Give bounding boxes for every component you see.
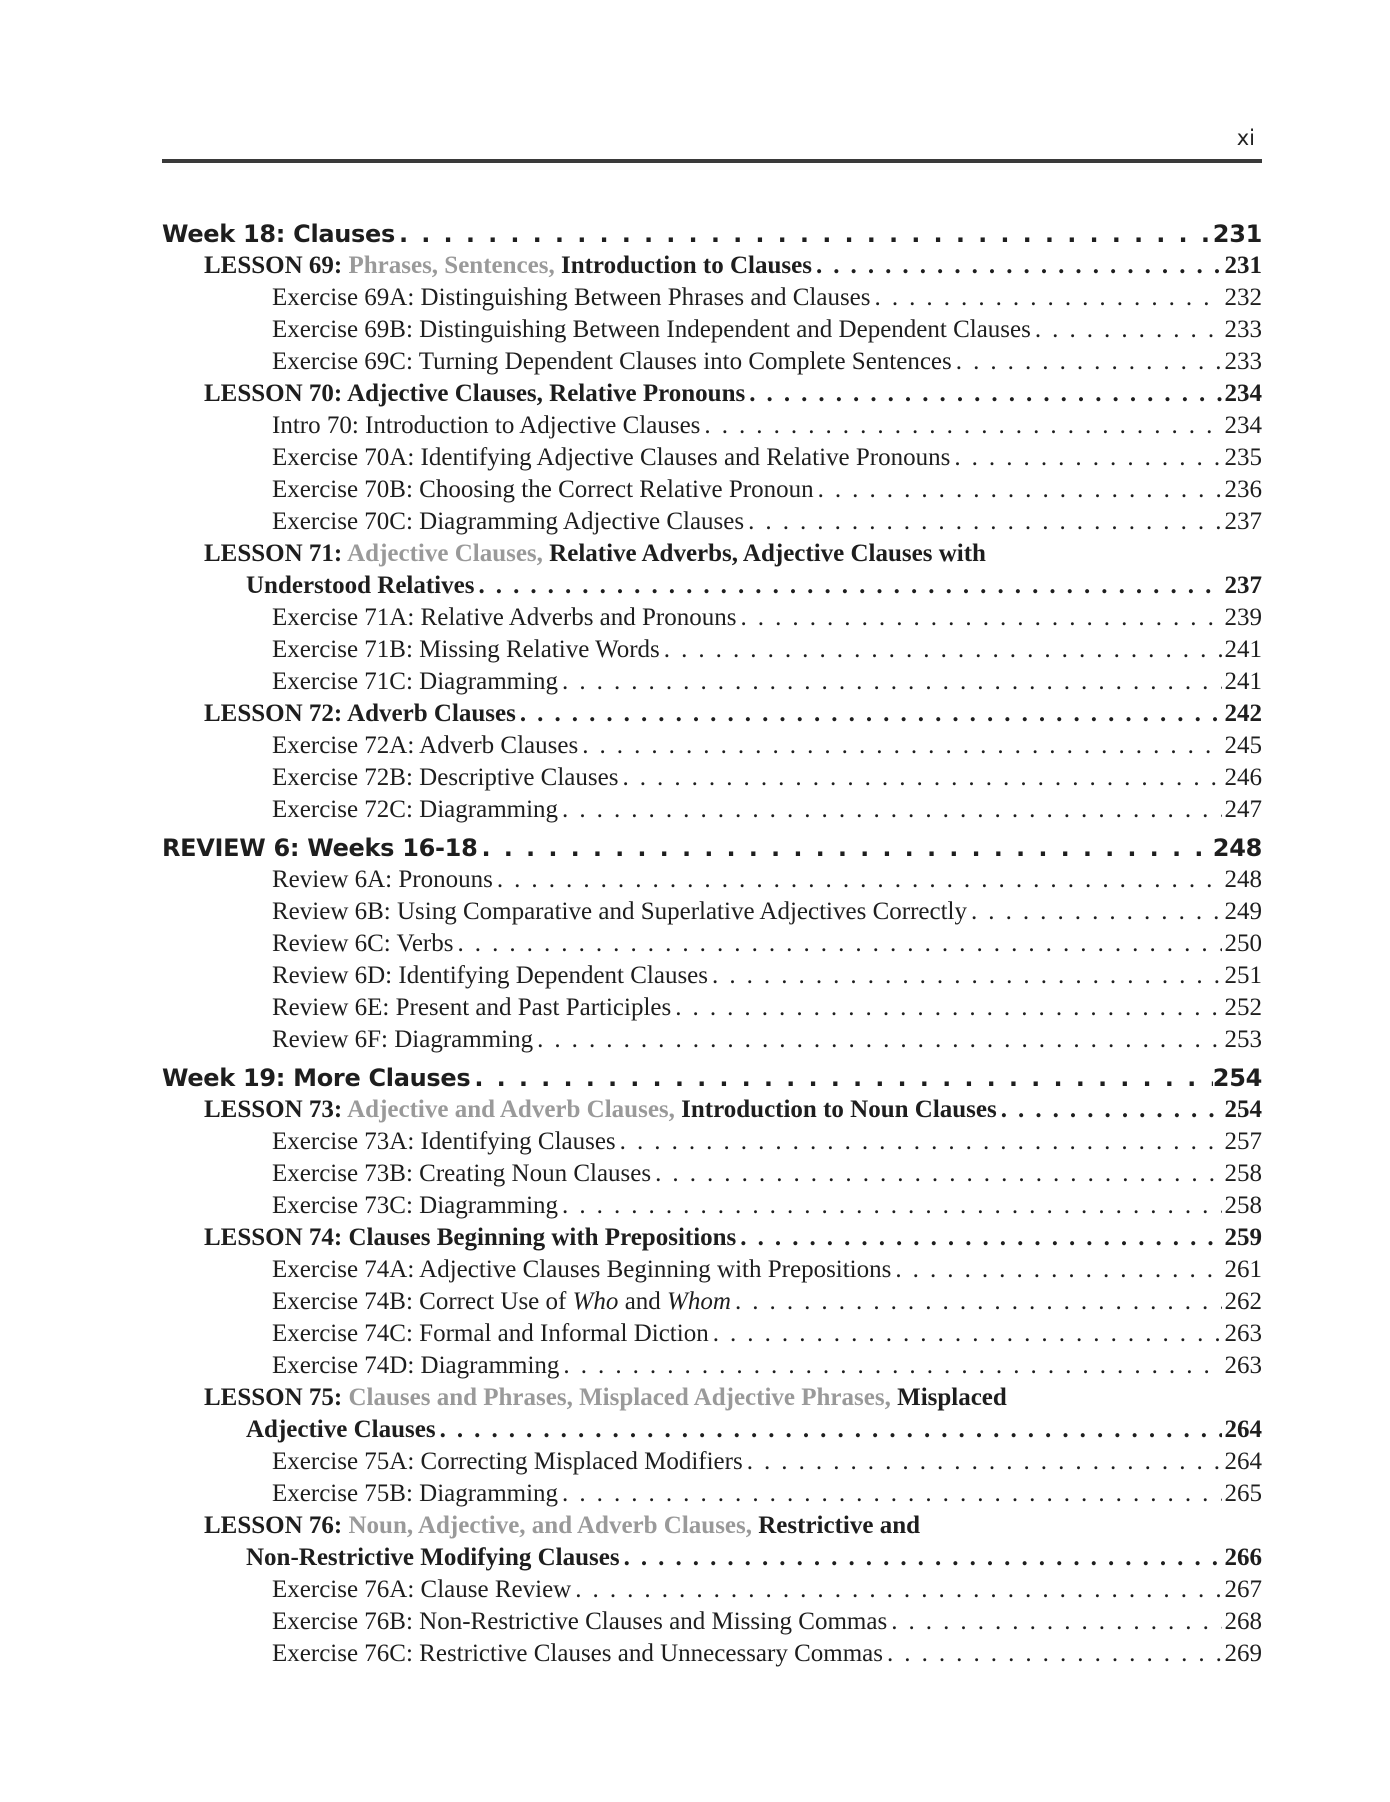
dot-leader	[651, 1160, 1222, 1188]
toc-title-part: Exercise 75B: Diagramming	[272, 1480, 559, 1507]
toc-page-number: 250	[1224, 930, 1262, 957]
toc-page-number: 265	[1224, 1480, 1262, 1507]
toc-title-part: Exercise 71C: Diagramming	[272, 668, 559, 695]
toc-title-part: Exercise 76B: Non-Restrictive Clauses and Missing Commas	[272, 1608, 888, 1635]
toc-entry-title	[246, 1416, 436, 1444]
toc-page-number: 247	[1224, 796, 1262, 823]
dot-leader	[700, 412, 1222, 440]
toc-title-part: Misplaced	[897, 1384, 1007, 1411]
toc-title-part: LESSON 73:	[204, 1096, 348, 1123]
toc-title-part: Exercise 69A: Distinguishing Between Phrases and Clauses	[272, 284, 871, 311]
toc-entry-title	[272, 1288, 731, 1316]
toc-ex-entry	[162, 1640, 1262, 1672]
toc-entry-title	[272, 316, 1031, 344]
toc-page-number: 261	[1224, 1256, 1262, 1283]
toc-lesson-entry	[162, 1512, 1262, 1544]
toc-ex-entry	[162, 796, 1262, 828]
toc-page-number: 241	[1224, 636, 1262, 663]
toc-page-number: 264	[1224, 1416, 1262, 1443]
toc-title-part: Relative Adverbs, Adjective Clauses with	[549, 540, 986, 567]
toc-review-topic: Phrases, Sentences,	[348, 252, 561, 279]
toc-title-part: Whom	[667, 1288, 731, 1315]
toc-ex-entry	[162, 604, 1262, 636]
toc-title-part: Exercise 72B: Descriptive Clauses	[272, 764, 619, 791]
toc-entry-title	[272, 1320, 709, 1348]
dot-leader	[744, 508, 1222, 536]
dot-leader	[891, 1256, 1222, 1284]
toc-ex-entry	[162, 1608, 1262, 1640]
page-number: xi	[1236, 126, 1255, 150]
toc-title-part: Exercise 72C: Diagramming	[272, 796, 559, 823]
toc-cont-entry	[162, 1416, 1262, 1448]
dot-leader	[558, 668, 1222, 696]
toc-page-number: 259	[1224, 1224, 1262, 1251]
toc-ex-entry	[162, 866, 1262, 898]
toc-ex-entry	[162, 1128, 1262, 1160]
toc-title-part: LESSON 76:	[204, 1512, 349, 1539]
dot-leader	[814, 476, 1222, 504]
toc-entry-title	[272, 732, 578, 760]
toc-entry-title	[272, 604, 737, 632]
toc-cont-entry	[162, 1544, 1262, 1576]
toc-page-number: 245	[1224, 732, 1262, 759]
toc-title-part: Introduction to Clauses	[560, 252, 812, 279]
toc-title-part: Review 6D: Identifying Dependent Clauses	[272, 962, 709, 989]
toc-entry-title	[272, 898, 967, 926]
toc-title-part: Review 6E: Present and Past Participles	[272, 994, 672, 1021]
toc-entry-title	[272, 1192, 558, 1220]
dot-leader	[453, 930, 1222, 958]
toc-entry-title	[272, 796, 558, 824]
dot-leader	[558, 1480, 1222, 1508]
dot-leader	[660, 636, 1222, 664]
dot-leader	[474, 572, 1222, 600]
toc-title-part: LESSON 75:	[204, 1384, 349, 1411]
toc-ex-entry	[162, 732, 1262, 764]
dot-leader	[618, 764, 1222, 792]
dot-leader	[883, 1640, 1222, 1668]
toc-page-number: 257	[1224, 1128, 1262, 1155]
toc-title-part: Exercise 70B: Choosing the Correct Relative Pronoun	[272, 476, 814, 503]
dot-leader	[887, 1608, 1222, 1636]
toc-entry-title	[272, 636, 660, 664]
toc-lesson-entry	[162, 380, 1262, 412]
toc-ex-entry	[162, 508, 1262, 540]
toc-title-part: LESSON 74: Clauses Beginning with Prepositions	[204, 1224, 737, 1251]
header-rule	[162, 159, 1262, 163]
toc-title-part: Adjective Clauses	[246, 1416, 436, 1443]
toc-page-number: 248	[1224, 866, 1262, 893]
dot-leader	[616, 1128, 1222, 1156]
toc-entry-title	[204, 1512, 920, 1540]
dot-leader	[709, 1320, 1222, 1348]
toc-page-number: 246	[1224, 764, 1262, 791]
toc-ex-entry	[162, 284, 1262, 316]
toc-entry-title	[272, 1128, 616, 1156]
toc-ex-entry	[162, 764, 1262, 796]
toc-entry-title	[272, 284, 871, 312]
toc-page-number: 249	[1224, 898, 1262, 925]
toc-title-part: Exercise 73B: Creating Noun Clauses	[272, 1160, 652, 1187]
toc-page-number: 269	[1224, 1640, 1262, 1667]
toc-ex-entry	[162, 1026, 1262, 1058]
toc-title-part: Exercise 72A: Adverb Clauses	[272, 732, 579, 759]
toc-title-part: Exercise 71A: Relative Adverbs and Pronouns	[272, 604, 737, 631]
toc-page-number: 231	[1224, 252, 1262, 279]
toc-page-number: 242	[1224, 700, 1262, 727]
toc-title-part: Exercise 73A: Identifying Clauses	[272, 1128, 616, 1155]
toc-page-number: 235	[1224, 444, 1262, 471]
dot-leader	[516, 700, 1222, 728]
toc-ex-entry	[162, 1288, 1262, 1320]
dot-leader	[436, 1416, 1222, 1444]
toc-entry-title	[204, 1384, 1007, 1412]
toc-review-topic: Noun, Adjective, and Adverb Clauses,	[348, 1512, 759, 1539]
toc-title-part: Intro 70: Introduction to Adjective Clauses	[272, 412, 701, 439]
toc-ex-entry	[162, 1448, 1262, 1480]
toc-title-part: Introduction to Noun Clauses	[681, 1096, 997, 1123]
toc-entry-title	[272, 444, 950, 472]
toc-entry-title	[272, 1576, 571, 1604]
toc-page-number: 234	[1224, 380, 1262, 407]
toc-entry-title	[204, 700, 516, 728]
toc-page-number: 239	[1224, 604, 1262, 631]
toc-title-part: Exercise 74B: Correct Use of	[272, 1288, 573, 1315]
toc-entry-title	[272, 476, 814, 504]
dot-leader	[950, 444, 1222, 472]
toc-ex-entry	[162, 962, 1262, 994]
toc-page-number: 234	[1224, 412, 1262, 439]
toc-page-number: 231	[1212, 220, 1262, 248]
toc-title-part: LESSON 70: Adjective Clauses, Relative Pronouns	[204, 380, 746, 407]
dot-leader	[737, 604, 1223, 632]
toc-title-part: Exercise 74A: Adjective Clauses Beginning with Prepositions	[272, 1256, 892, 1283]
toc-page-number: 267	[1224, 1576, 1262, 1603]
dot-leader	[558, 796, 1222, 824]
toc-page-number: 237	[1224, 508, 1262, 535]
dot-leader	[708, 962, 1222, 990]
toc-lesson-entry	[162, 700, 1262, 732]
toc-entry-title	[272, 348, 952, 376]
toc-page-number: 258	[1224, 1160, 1262, 1187]
dot-leader	[578, 732, 1222, 760]
toc-entry-title	[246, 1544, 620, 1572]
toc-title-part: Exercise 70A: Identifying Adjective Clauses and Relative Pronouns	[272, 444, 951, 471]
toc-title-part: and	[618, 1288, 668, 1315]
toc-entry-title	[204, 252, 812, 280]
toc-title-part: Exercise 75A: Correcting Misplaced Modifiers	[272, 1448, 743, 1475]
toc-title-part: Review 6F: Diagramming	[272, 1026, 534, 1053]
toc-ex-entry	[162, 1480, 1262, 1512]
toc-title-part: Non-Restrictive Modifying Clauses	[246, 1544, 620, 1571]
toc-title-part: Exercise 73C: Diagramming	[272, 1192, 559, 1219]
toc-title-part: Week 19: More Clauses	[162, 1064, 471, 1092]
toc-ex-entry	[162, 348, 1262, 380]
dot-leader	[871, 284, 1222, 312]
toc-entry-title	[272, 508, 744, 536]
toc-title-part: Exercise 76C: Restrictive Clauses and Unnecessary Commas	[272, 1640, 883, 1667]
toc-entry-title	[162, 1064, 470, 1092]
toc-page-number: 268	[1224, 1608, 1262, 1635]
toc-ex-entry	[162, 412, 1262, 444]
toc-page-number: 266	[1224, 1544, 1262, 1571]
dot-leader	[493, 866, 1222, 894]
dot-leader	[736, 1224, 1222, 1252]
toc-title-part: Review 6A: Pronouns	[272, 866, 493, 893]
dot-leader	[620, 1544, 1222, 1572]
toc-entry-title	[272, 1448, 743, 1476]
toc-entry-title	[272, 1160, 651, 1188]
toc-title-part: Review 6B: Using Comparative and Superlative Adjectives Correctly	[272, 898, 967, 925]
toc-page-number: 241	[1224, 668, 1262, 695]
toc-ex-entry	[162, 636, 1262, 668]
toc-page-number: 254	[1212, 1064, 1262, 1092]
toc-page-number: 236	[1224, 476, 1262, 503]
toc-entry-title	[272, 1608, 887, 1636]
toc-entry-title	[272, 962, 708, 990]
toc-page-number: 248	[1212, 834, 1262, 862]
toc-ex-entry	[162, 994, 1262, 1026]
dot-leader	[478, 834, 1213, 862]
dot-leader	[395, 220, 1213, 248]
toc-entry-title	[272, 764, 618, 792]
toc-ex-entry	[162, 476, 1262, 508]
toc-entry-title	[162, 834, 478, 862]
toc-review-topic: Adjective and Adverb Clauses,	[347, 1096, 682, 1123]
toc-ex-entry	[162, 1352, 1262, 1384]
dot-leader	[671, 994, 1222, 1022]
toc-page-number: 264	[1224, 1448, 1262, 1475]
table-of-contents	[162, 220, 1262, 1672]
toc-title-part: Review 6C: Verbs	[272, 930, 454, 957]
toc-title-part: Exercise 69B: Distinguishing Between Independent and Dependent Clauses	[272, 316, 1031, 343]
toc-week-entry	[162, 834, 1262, 866]
dot-leader	[743, 1448, 1222, 1476]
toc-entry-title	[272, 1480, 558, 1508]
toc-lesson-entry	[162, 1224, 1262, 1256]
toc-page-number: 252	[1224, 994, 1262, 1021]
dot-leader	[559, 1352, 1222, 1380]
toc-ex-entry	[162, 1320, 1262, 1352]
toc-ex-entry	[162, 930, 1262, 962]
toc-entry-title	[272, 1256, 891, 1284]
toc-title-part: LESSON 71:	[204, 540, 348, 567]
toc-entry-title	[272, 994, 671, 1022]
toc-page-number: 237	[1224, 572, 1262, 599]
toc-page-number: 263	[1224, 1320, 1262, 1347]
toc-title-part: Exercise 69C: Turning Dependent Clauses into Complete Sentences	[272, 348, 952, 375]
toc-ex-entry	[162, 1192, 1262, 1224]
toc-ex-entry	[162, 1256, 1262, 1288]
toc-week-entry	[162, 220, 1262, 252]
toc-entry-title	[272, 1026, 533, 1054]
toc-ex-entry	[162, 1160, 1262, 1192]
toc-title-part: Who	[572, 1288, 619, 1315]
dot-leader	[952, 348, 1222, 376]
toc-entry-title	[272, 668, 558, 696]
toc-title-part: Understood Relatives	[246, 572, 475, 599]
toc-page-number: 233	[1224, 348, 1262, 375]
toc-page-number: 232	[1224, 284, 1262, 311]
toc-review-topic: Adjective Clauses,	[347, 540, 550, 567]
toc-title-part: Exercise 71B: Missing Relative Words	[272, 636, 660, 663]
toc-page-number: 263	[1224, 1352, 1262, 1379]
toc-entry-title	[204, 380, 745, 408]
toc-page-number: 253	[1224, 1026, 1262, 1053]
dot-leader	[470, 1064, 1212, 1092]
toc-entry-title	[272, 1352, 559, 1380]
toc-ex-entry	[162, 668, 1262, 700]
toc-title-part: Exercise 74D: Diagramming	[272, 1352, 560, 1379]
dot-leader	[997, 1096, 1222, 1124]
dot-leader	[533, 1026, 1222, 1054]
toc-page-number: 251	[1224, 962, 1262, 989]
toc-entry-title	[204, 1096, 997, 1124]
toc-entry-title	[272, 1640, 883, 1668]
toc-title-part: LESSON 72: Adverb Clauses	[204, 700, 516, 727]
dot-leader	[558, 1192, 1222, 1220]
toc-title-part: REVIEW 6: Weeks 16-18	[162, 834, 478, 862]
toc-entry-title	[272, 412, 700, 440]
toc-page-number: 254	[1224, 1096, 1262, 1123]
toc-cont-entry	[162, 572, 1262, 604]
dot-leader	[731, 1288, 1222, 1316]
dot-leader	[1031, 316, 1222, 344]
toc-title-part: Exercise 76A: Clause Review	[272, 1576, 572, 1603]
toc-ex-entry	[162, 1576, 1262, 1608]
toc-review-topic: Clauses and Phrases, Misplaced Adjective Phrases,	[348, 1384, 898, 1411]
dot-leader	[745, 380, 1222, 408]
toc-title-part: Restrictive and	[758, 1512, 921, 1539]
toc-ex-entry	[162, 444, 1262, 476]
toc-entry-title	[246, 572, 474, 600]
toc-lesson-entry	[162, 1384, 1262, 1416]
toc-page-number: 233	[1224, 316, 1262, 343]
toc-entry-title	[204, 1224, 736, 1252]
dot-leader	[967, 898, 1222, 926]
dot-leader	[571, 1576, 1222, 1604]
toc-title-part: LESSON 69:	[204, 252, 349, 279]
toc-page-number: 258	[1224, 1192, 1262, 1219]
toc-title-part: Exercise 74C: Formal and Informal Diction	[272, 1320, 709, 1347]
toc-lesson-entry	[162, 252, 1262, 284]
toc-title-part: Week 18: Clauses	[162, 220, 396, 248]
toc-ex-entry	[162, 316, 1262, 348]
toc-entry-title	[272, 930, 453, 958]
toc-lesson-entry	[162, 1096, 1262, 1128]
toc-week-entry	[162, 1064, 1262, 1096]
toc-lesson-entry	[162, 540, 1262, 572]
toc-entry-title	[162, 220, 395, 248]
dot-leader	[812, 252, 1222, 280]
toc-page-number: 262	[1224, 1288, 1262, 1315]
toc-title-part: Exercise 70C: Diagramming Adjective Clauses	[272, 508, 745, 535]
toc-entry-title	[272, 866, 493, 894]
toc-ex-entry	[162, 898, 1262, 930]
toc-entry-title	[204, 540, 986, 568]
